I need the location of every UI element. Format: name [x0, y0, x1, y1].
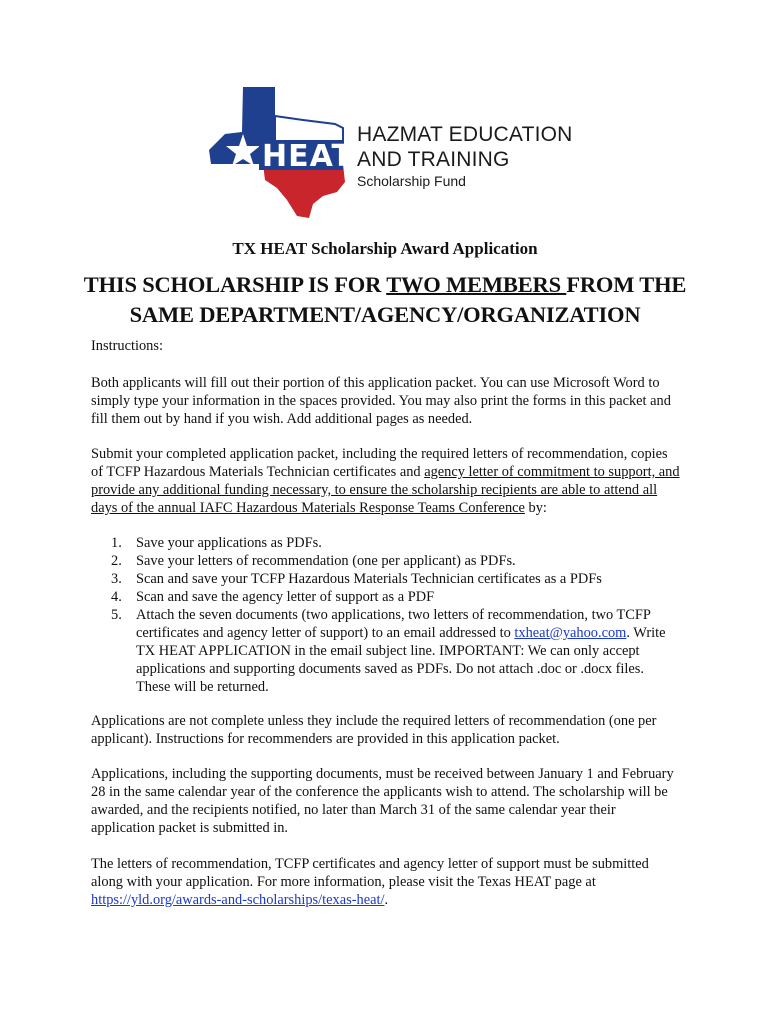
paragraph-2-underlined: agency letter of commitment to support, and provide any additional funding necessary, to ensure the scholarship recipients are able to attend all days of the annual IAFC Hazardous Materials Response Teams Conference — [91, 464, 680, 516]
headline-part-2: FROM THE SAME DEPARTMENT/AGENCY/ORGANIZATION — [129, 272, 687, 327]
email-link[interactable]: txheat@yahoo.com — [514, 625, 627, 641]
list-item — [91, 534, 681, 552]
list-text: Scan and save your TCFP Hazardous Materials Technician certificates as a PDFs — [136, 571, 602, 587]
paragraph-1: Both applicants will fill out their portion of this application packet. You can use Microsoft Word to simply type your information in the spaces provided. You may also print the forms in this packet and fill them out by hand if you wish. Add additional pages as needed. — [91, 375, 671, 427]
heat-emblem-text: HEAT — [262, 139, 353, 174]
list-text: Attach the seven documents (two applications, two letters of recommendation, two TCFP certificates and agency letter of support) to an email addressed to — [136, 607, 651, 641]
steps-list — [91, 534, 681, 696]
headline-part-1: THIS SCHOLARSHIP IS FOR — [83, 272, 387, 297]
list-number: 5. — [111, 607, 122, 623]
document-subtitle: TX HEAT Scholarship Award Application — [232, 239, 538, 258]
paragraph-3: Applications are not complete unless they include the required letters of recommendation (one per applicant). Instructions for recommenders are provided in this application packet. — [91, 713, 657, 747]
list-number: 3. — [111, 571, 122, 587]
logo-line-1: HAZMAT EDUCATION — [357, 123, 573, 146]
list-item — [91, 570, 681, 588]
paragraph-5 — [91, 855, 681, 909]
paragraph-5-start: The letters of recommendation, TCFP certificates and agency letter of support must be submitted along with your application. For more information, please visit the Texas HEAT page at — [91, 856, 649, 890]
paragraph-2-start: Submit your completed application packet, including the required letters of recommendation, copies of TCFP Hazardous Materials Technician certificates and — [91, 446, 668, 480]
list-text: Save your applications as PDFs. — [136, 535, 322, 551]
document-headline — [60, 270, 710, 330]
paragraph-2-end: by: — [524, 500, 547, 516]
logo-line-2: AND TRAINING — [357, 148, 510, 171]
list-number: 4. — [111, 589, 122, 605]
list-item — [91, 552, 681, 570]
list-number: 2. — [111, 553, 122, 569]
list-item — [91, 606, 681, 696]
list-text-after: . Write TX HEAT APPLICATION in the email subject line. IMPORTANT: We can only accept applications and supporting documents saved as PDFs. Do not attach .doc or .docx files. These will be returned. — [136, 625, 666, 695]
texas-heat-link[interactable]: https://yld.org/awards-and-scholarships/texas-heat/ — [91, 892, 385, 908]
headline-underlined: TWO MEMBERS — [386, 272, 567, 297]
paragraph-2 — [91, 445, 681, 517]
list-text: Save your letters of recommendation (one per applicant) as PDFs. — [136, 553, 516, 569]
list-text: Scan and save the agency letter of support as a PDF — [136, 589, 435, 605]
list-item — [91, 588, 681, 606]
logo-wordmark — [357, 124, 573, 188]
list-number: 1. — [111, 535, 122, 551]
logo-line-3: Scholarship Fund — [357, 173, 466, 189]
heat-logo — [205, 84, 575, 224]
paragraph-5-end: . — [384, 892, 389, 908]
instructions-label: Instructions: — [91, 338, 163, 354]
paragraph-4: Applications, including the supporting documents, must be received between January 1 and February 28 in the same calendar year of the conference the applicants wish to attend. The scholarship will be awarded, and the recipients notified, no later than March 31 of the same calendar year their application packet is submitted in. — [91, 766, 674, 836]
